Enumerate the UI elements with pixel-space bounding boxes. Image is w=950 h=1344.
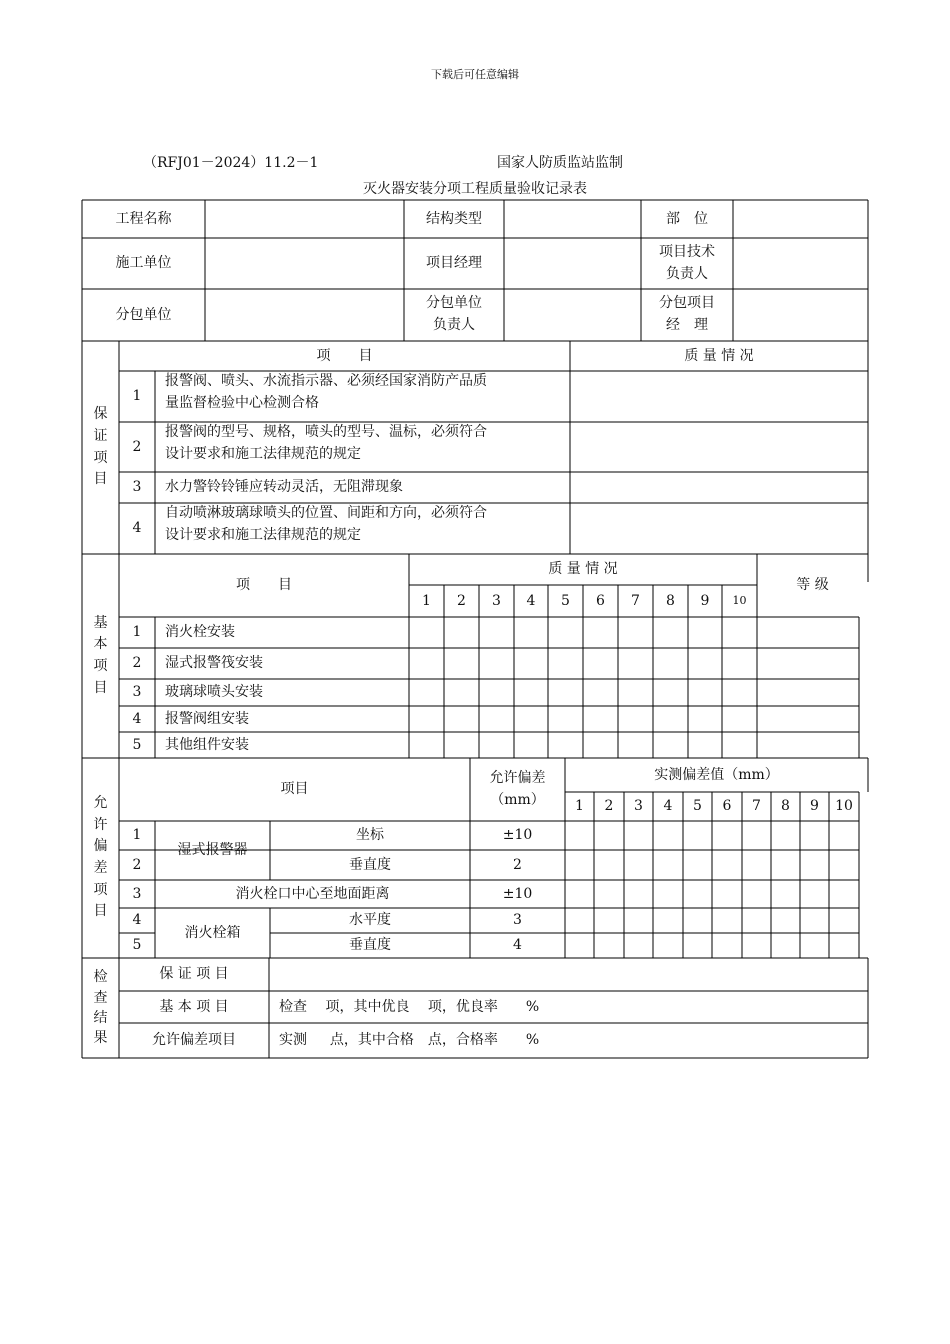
side-char: 证	[93, 427, 108, 444]
side-char: 允	[93, 794, 108, 811]
check-basic-label: 基 本 项 目	[159, 998, 229, 1015]
side-char: 果	[93, 1030, 108, 1047]
label-tech-leader	[641, 238, 733, 289]
section-guarantee-label	[82, 341, 119, 554]
deviation-num-header: 1	[575, 798, 584, 815]
deviation-num-header: 2	[604, 798, 614, 815]
basic-row-name: 湿式报警筏安装	[165, 655, 263, 672]
guarantee-col-item: 项 目	[316, 347, 373, 364]
check-basic-text[interactable]: 检查 项，其中优良 项，优良率 %	[279, 998, 540, 1015]
deviation-row-no: 1	[132, 827, 142, 844]
basic-num-header: 3	[492, 592, 501, 609]
deviation-num-header: 3	[634, 798, 643, 815]
deviation-row-no: 4	[132, 912, 142, 929]
label-tech-leader-line2: 负责人	[666, 265, 708, 282]
text-line: 允许偏差	[489, 769, 546, 786]
label-sub-leader-line1: 分包单位	[426, 295, 482, 312]
deviation-row-allow: ±10	[502, 885, 533, 902]
deviation-row-no: 3	[132, 885, 142, 902]
deviation-row-allow: 3	[513, 912, 522, 929]
text-line: 设计要求和施工法律规范的规定	[165, 445, 361, 462]
guarantee-row-no: 1	[132, 388, 142, 405]
guarantee-quality-field[interactable]	[570, 503, 868, 554]
text-line: 报警阀的型号、规格，喷头的型号、温标，必须符合	[165, 424, 487, 440]
field-structure-type[interactable]	[504, 200, 641, 238]
deviation-num-header: 4	[663, 798, 673, 815]
basic-col-grade: 等 级	[796, 577, 829, 594]
side-char: 目	[93, 903, 108, 920]
text-line: 设计要求和施工法律规范的规定	[165, 526, 361, 543]
check-guarantee-label: 保 证 项 目	[159, 966, 229, 983]
label-project-manager: 项目经理	[426, 255, 482, 272]
guarantee-row-no: 2	[132, 438, 142, 455]
field-project-manager[interactable]	[504, 238, 641, 289]
page-title: 灭火器安装分项工程质量验收记录表	[363, 181, 587, 197]
side-char: 目	[93, 679, 108, 696]
check-deviation-text[interactable]: 实测 点，其中合格 点，合格率 %	[279, 1032, 540, 1049]
deviation-row-name: 坐标	[356, 827, 384, 844]
deviation-row-allow: 4	[513, 937, 522, 954]
basic-row-no: 2	[132, 655, 142, 672]
deviation-num-header: 5	[693, 798, 702, 815]
deviation-row-allow: 2	[513, 856, 522, 873]
field-project-name[interactable]	[205, 200, 404, 238]
section-basic-label	[82, 554, 119, 758]
label-position: 部 位	[666, 210, 708, 227]
text-line: 报警阀、喷头、水流指示器、必须经国家消防产品质	[165, 373, 487, 389]
side-char: 本	[93, 636, 108, 653]
basic-num-header: 5	[561, 592, 570, 609]
label-sub-leader	[404, 289, 504, 341]
field-construction-unit[interactable]	[205, 238, 404, 289]
guarantee-quality-field[interactable]	[570, 472, 868, 503]
section-deviation-label	[82, 758, 119, 958]
field-sub-leader[interactable]	[504, 289, 641, 341]
label-subcontract-unit: 分包单位	[115, 306, 172, 323]
field-tech-leader[interactable]	[733, 238, 868, 289]
top-note: 下载后可任意编辑	[431, 68, 519, 81]
label-tech-leader-line1: 项目技术	[659, 243, 715, 260]
side-char: 许	[93, 816, 108, 833]
basic-num-header: 2	[457, 592, 466, 609]
basic-col-quality: 质 量 情 况	[548, 561, 618, 578]
deviation-col-allow	[470, 758, 565, 821]
label-sub-manager-line1: 分包项目	[659, 295, 715, 312]
side-char: 检	[93, 969, 108, 986]
field-sub-manager[interactable]	[733, 289, 868, 341]
text-line: （mm）	[490, 791, 545, 808]
label-project-name: 工程名称	[115, 210, 172, 227]
basic-row-name: 报警阀组安装	[165, 710, 249, 727]
deviation-num-header: 6	[722, 798, 732, 815]
check-deviation-label: 允许偏差项目	[152, 1032, 236, 1049]
field-subcontract-unit[interactable]	[205, 289, 404, 341]
side-char: 项	[93, 449, 108, 466]
text-line: 自动喷淋玻璃球喷头的位置、间距和方向，必须符合	[165, 505, 487, 521]
basic-row-name: 消火栓安装	[165, 624, 235, 641]
guarantee-row-text	[155, 422, 570, 472]
basic-row-no: 3	[132, 684, 142, 701]
label-sub-manager-line2: 经 理	[666, 317, 708, 333]
issuing-org: 国家人防质监站监制	[497, 155, 623, 171]
field-position[interactable]	[733, 200, 868, 238]
text-line: 量监督检验中心检测合格	[165, 394, 319, 411]
deviation-row-name: 消火栓口中心至地面距离	[235, 885, 390, 902]
side-char: 项	[93, 658, 108, 674]
deviation-col-item: 项目	[280, 781, 309, 798]
guarantee-row-no: 3	[132, 479, 142, 496]
side-char: 偏	[93, 838, 108, 855]
guarantee-col-quality: 质 量 情 况	[684, 347, 754, 364]
side-char: 保	[93, 406, 108, 423]
basic-num-header: 10	[732, 594, 747, 608]
deviation-row-name: 垂直度	[349, 937, 391, 954]
basic-num-header: 7	[631, 592, 640, 609]
guarantee-row-text	[155, 371, 570, 422]
basic-num-header: 9	[700, 592, 710, 609]
label-sub-manager	[641, 289, 733, 341]
guarantee-quality-field[interactable]	[570, 371, 868, 422]
deviation-row-name: 水平度	[349, 912, 391, 929]
side-char: 项	[93, 881, 108, 898]
deviation-group-alarm: 湿式报警器	[177, 842, 248, 859]
basic-num-header: 4	[526, 592, 536, 609]
label-structure-type: 结构类型	[426, 210, 482, 227]
section-check-label	[82, 958, 119, 1058]
basic-row-name: 玻璃球喷头安装	[165, 684, 263, 701]
deviation-row-no: 2	[132, 856, 142, 873]
guarantee-row-text: 水力警铃铃锤应转动灵活，无阻滞现象	[165, 479, 403, 496]
basic-num-header: 8	[666, 592, 675, 609]
basic-row-no: 1	[132, 624, 142, 641]
deviation-row-allow: ±10	[502, 827, 533, 844]
deviation-num-header: 10	[835, 798, 853, 815]
side-char: 目	[93, 471, 108, 488]
basic-num-header: 6	[596, 592, 605, 609]
form-code: （RFJ01－2024）11.2－1	[143, 155, 319, 171]
deviation-num-header: 9	[810, 798, 819, 815]
basic-col-item: 项 目	[236, 577, 292, 594]
side-char: 查	[93, 989, 108, 1006]
side-char: 基	[93, 614, 108, 631]
side-char: 结	[93, 1010, 108, 1026]
deviation-group-cabinet: 消火栓箱	[184, 924, 241, 941]
basic-num-header: 1	[422, 592, 431, 609]
basic-row-no: 5	[132, 736, 142, 753]
check-guarantee-field[interactable]	[269, 958, 868, 991]
basic-row-no: 4	[132, 710, 142, 727]
side-char: 差	[93, 860, 108, 876]
deviation-col-measured: 实测偏差值（mm）	[654, 766, 779, 783]
guarantee-quality-field[interactable]	[570, 422, 868, 472]
basic-row-name: 其他组件安装	[165, 736, 249, 753]
label-construction-unit: 施工单位	[115, 255, 172, 272]
deviation-num-header: 7	[752, 798, 761, 815]
label-sub-leader-line2: 负责人	[433, 317, 475, 333]
guarantee-row-no: 4	[132, 520, 142, 537]
deviation-num-header: 8	[781, 798, 790, 815]
deviation-row-no: 5	[132, 937, 142, 954]
guarantee-row-text	[155, 503, 570, 554]
deviation-row-name: 垂直度	[349, 856, 391, 873]
